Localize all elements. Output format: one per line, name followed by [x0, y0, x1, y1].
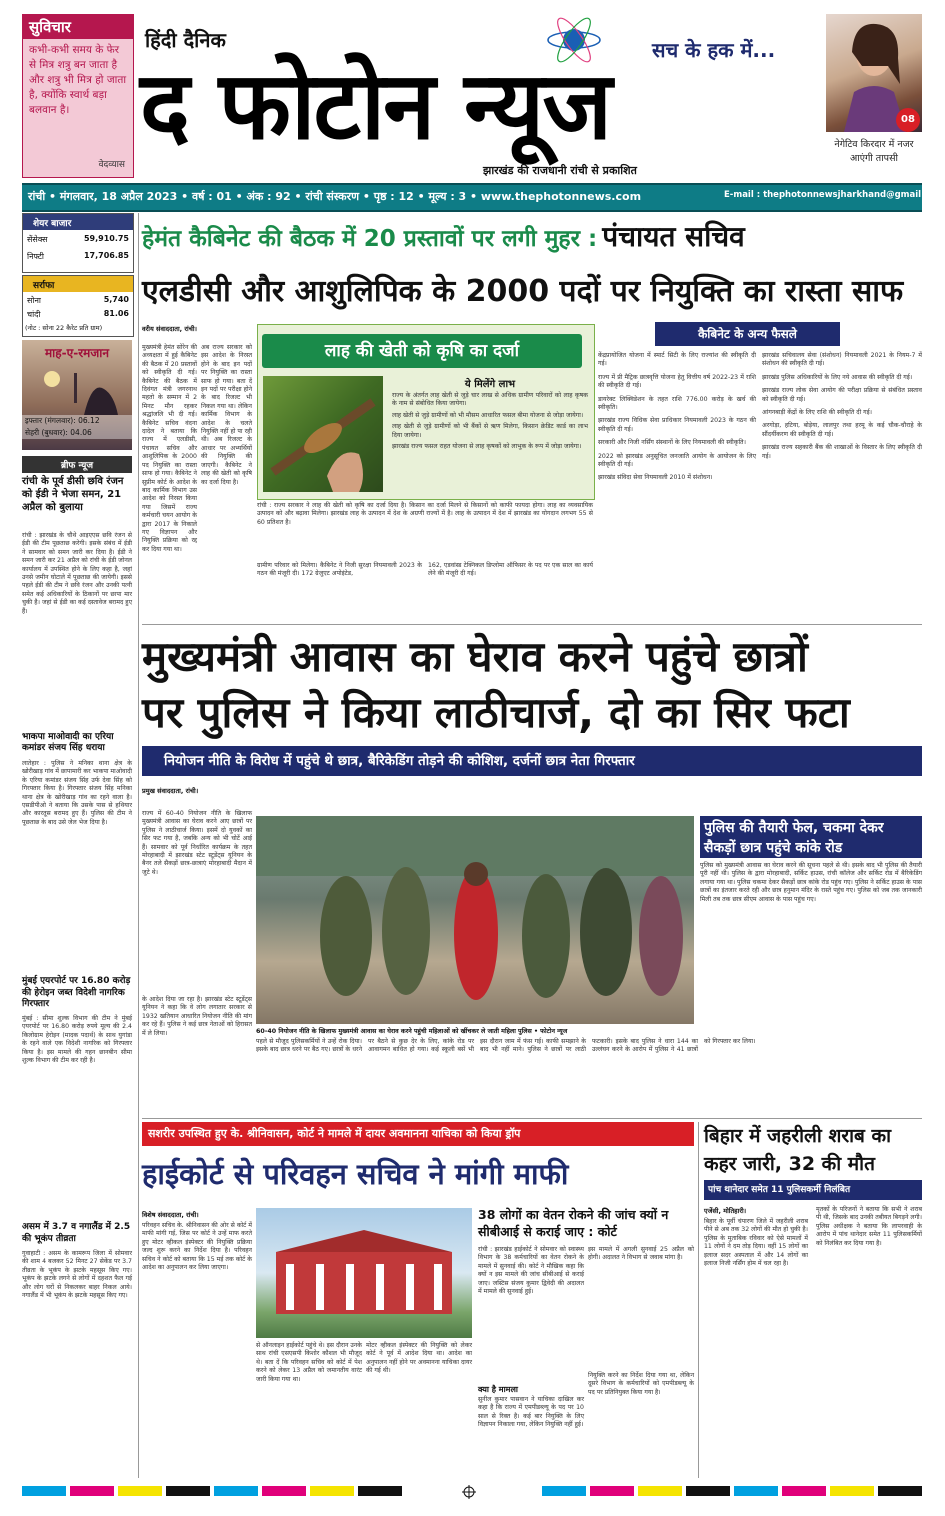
side-story-headline: पुलिस की तैयारी फेल, चकमा देकर सैकड़ों छात्र पहुंचे कांके रोड [700, 816, 922, 858]
lah-point-1: राज्य के अंतर्गत लाह खेती से जुड़े चार लाख से अधिक ग्रामीण परिवारों को लाह कृषक के नाम से संबोधित किया जायेगा। [392, 392, 588, 408]
cbi-text: रांची : झारखंड हाईकोर्ट ने सोमवार को स्वास्थ्य विभाग के 38 कर्मचारियों का वेतन रोकने के मामले में सुनवाई की। कोर्ट ने मौखिक कहा कि क्यों न इस मामले की जांच सीबीआई से कराई जाए। जस्टिस संजय कुमार द्विवेदी की अदालत में मामले की सुनवाई हुई। [478, 1246, 584, 1296]
cbi-small-text: सुनील कुमार पासवान ने याचिका दाखिल कर कहा है कि राज्य में एमपीडब्ल्यू के पद पर 10 साल से रिक्त है। कई बार नियुक्ति के लिए विज्ञापन निकाला गया, लेकिन नियुक्ति नहीं हुई। [478, 1396, 584, 1429]
brief1-text: रांची : झारखंड के चौथे आइएएस छवि रंजन से ईडी की टीम पूछताछ करेगी। इसके संबंध में ईडी ने सामवार को समन जारी कर दिया है। ईडी ने समन जारी कर 21 अप्रैल को रांची के ईडी जोनल कार्यालय में उपस्थित होने के लिए कहा है, जहां उनसे जमीन घोटाले में पूछताछ की जायेगी। इससे पहले ईडी की टीम ने छवि रंजन और उनकी पत्नी समेत कई अधिकारियों के ठिकानों पर छापा मार चुकी है। जहां से ईडी का कई दस्तावेज बरामद हुए हैं। [22, 532, 132, 615]
brief-news-title: ब्रीफ न्यूज [22, 456, 132, 473]
other-a-5: सरकारी और निजी नर्सिंग संस्थानों के लिए नियमावली की स्वीकृति। [598, 439, 746, 447]
market-label-sensex: सेंसेक्स [27, 235, 48, 244]
lead-headline-a: हेमंत कैबिनेट की बैठक में 20 प्रस्तावों पर लगी मुहर : [142, 226, 598, 252]
second-strap-bar [142, 746, 922, 776]
other-decisions-col-a [598, 352, 756, 620]
lah-title-bar [262, 334, 582, 368]
brief3-text: मुंबई : सीमा शुल्क विभाग की टीम ने मुंबई एयरपोर्ट पर 16.80 करोड़ रुपये मूल्य की 2.4 किलोग्राम हेरोइन (मादक पदार्थ) के साथ युगांडा के रहने वाले एक विदेशी नागरिक को गिरफ्तार किया है। इस मामले की गहन छानबीन सीमा शुल्क विभाग की टीम कर रही है। [22, 1015, 132, 1065]
hc-col1: परिवहन सचिव के. श्रीनिवासन की ओर से कोर्ट में माफी मांगी गई, जिस पर कोर्ट ने उन्हें माफ करते हुए मोटर व्हीकल इंस्पेक्टर की नियुक्ति प्रक्रिया जल्द शुरू करने का निर्देश दिया है। परिवहन सचिव ने कोर्ट को बताया कि 15 मई तक कोर्ट के आदेश का अनुपालन कर लिया जाएगा। [142, 1222, 252, 1272]
bihar-col1: बिहार के पूर्वी चंपारण जिले में जहरीली शराब पीने से अब तक 32 लोगों की मौत हो चुकी है। पुलिस के मुताबिक रविवार को ऐसे मामलों में 11 लोगों ने दम तोड़ दिया। वहीं 15 लोगों का इलाज सदर अस्पताल में और 14 लोगों का इलाज निजी नर्सिंग होम में चल रहा है। [704, 1218, 808, 1268]
other-a-7: झारखंड संविदा सेवा नियमावली 2010 में संशोधन। [598, 474, 713, 482]
lead-headline-b: पंचायत सचिव [602, 220, 745, 253]
lah-story: रांची : राज्य सरकार ने लाह की खेती को कृषि का दर्जा दिया है। किसान का दर्जा मिलने से किसानों को काफी फायदा होगा। लाह का व्यवसायिक उत्पादन को और बढ़ावा मिलेगा। झारखंड लाह के उत्पादन में देश के अग्रणी राज्यों में है। लाह के उत्पादन में देश में झारखंड का योगदान लगभग 55 से 60 प्रतिशत है। [257, 502, 593, 526]
dateline-text: रांची • मंगलवार, 18 अप्रैल 2023 • वर्ष : 01 • अंक : 92 • रांची संस्करण • पृष्ठ : 12 • मूल्य : 3 • www.thephotonnews.com [28, 190, 642, 203]
lead-headline-line1 [142, 215, 922, 259]
other-a-6: 2022 को झारखंड अनुसूचित जनजाति आयोग के आयोजन के लिए स्वीकृति दी गई। [598, 452, 756, 469]
tagline: सच के हक में... [652, 38, 776, 62]
brief2-headline: भाकपा माओवादी का एरिया कमांडर संजय सिंह धराया [22, 732, 114, 753]
lead-col4: 162, एडवांस्ड टेक्निकल डिप्लोमा ऑफिसर के पद पर एक साल का कार्य लेने की मंजूरी दी गई। [428, 562, 593, 578]
ramzan-box [22, 340, 132, 450]
hc-strap-bar [142, 1122, 694, 1146]
other-b-5: अरगोड़ा, हटिया, बोड़ेया, लालपुर तथा हरमू के कई चौक-चौराहे के सौंदर्यीकरण की स्वीकृति दी गई। [762, 422, 922, 438]
brief4-text: गुवाहाटी : असम के कामरूप जिला में सोमवार की शाम 4 बजकर 52 मिनट 27 सेकेंड पर 3.7 तीव्रता के भूकंप के झटके महसूस किए गए। भूकंप के झटके लगने से लोगों में दहशत फैल गई और लोग घरों से निकलकर बाहर निकल आये। नगालैंड में भी भूकंप के झटके महसूस किए गए। [22, 1250, 132, 1300]
hc-byline: विशेष संवाददाता, रांची। [142, 1211, 199, 1219]
ramzan-sehri: सेहरी (बुधवार): 04.06 [22, 427, 132, 439]
bihar-col2: मृतकों के परिजनों ने बताया कि सभी ने शराब पी थी, जिसके बाद उनकी तबीयत बिगड़ने लगी। पुलिस अधीक्षक ने बताया कि लापरवाही के आरोप में पांच थानेदार समेत 11 पुलिसकर्मियों को निलंबित कर दिया गया है। [816, 1206, 922, 1247]
dateline-email[interactable]: E-mail : thephotonnewsjharkhand@gmail.com [724, 190, 945, 200]
lah-title: लाह की खेती को कृषि का दर्जा [324, 341, 520, 361]
ramzan-iftar: इफ्तार (मंगलवार): 06.12 [22, 415, 132, 427]
brief2-text: लातेहार : पुलिस ने मनिका थाना क्षेत्र के खोरीखाड़ गांव में छापामारी कर भाकपा माओवादी के एरिया कमांडर संजय सिंह उर्फ देवा सिंह को गिरफ्तार किया है। गिरफ्तार संजय सिंह मनिका थाना क्षेत्र के खोरीखाड़ गांव का रहने वाला है। एसडीपीओ ने बताया कि उसके पास से हथियार और कारतूस बरामद हुए हैं। पुलिस की टीम ने पूछताछ के बाद उसे जेल भेज दिया है। [22, 760, 132, 826]
hindi-daily-label: हिंदी दैनिक [145, 28, 226, 52]
second-photo [256, 816, 694, 1024]
bullion-value-gold: 5,740 [103, 295, 129, 304]
promo-page-badge: 08 [896, 108, 920, 132]
cbi-small-text-2: नियुक्ति करने का निर्देश दिया गया था, लेकिन दूसरे विभाग के कर्मचारियों को एमपीडब्ल्यू के पद पर प्रतिनियुक्त किया गया है। [588, 1372, 694, 1396]
other-a-3: डायरेक्ट लिक्विडेशन के तहत राशि 776.00 करोड़ के खर्च की स्वीकृति। [598, 395, 756, 412]
other-b-6: झारखंड राज्य सहकारी बैंक की शाखाओं के विस्तार के लिए स्वीकृति दी गई। [762, 444, 922, 460]
lead-byline: वरीय संवाददाता, रांची। [142, 325, 198, 333]
market-label-nifty: निफ्टी [27, 252, 44, 261]
cbi-text-2: इस मामले में अगली सुनवाई 25 अप्रैल को होगी। अदालत ने विभाग से जवाब मांगा है। [588, 1246, 694, 1262]
second-photo-caption: 60-40 नियोजन नीति के खिलाफ मुख्यमंत्री आवास का घेराव करने पहुंची महिलाओं को खींचकर ले जाती महिला पुलिस • फोटोन न्यूज [256, 1028, 568, 1035]
brief4-headline: असम में 3.7 व नगालैंड में 2.5 की भूकंप तीव्रता [22, 1222, 131, 1244]
bullion-title: सर्राफा [23, 276, 133, 292]
other-b-4: आंगनबाड़ी केंद्रों के लिए राशि की स्वीकृति दी गई। [762, 409, 873, 417]
brief3-headline: मुंबई एयरपोर्ट पर 16.80 करोड़ की हेरोइन जब्त विदेशी नागरिक गिरफ्तार [22, 976, 131, 1009]
market-box [22, 213, 134, 273]
lah-point-2: लाह खेती से जुड़े ग्रामीणों को भी मौसम आधारित फसल बीमा योजना से जोड़ा जायेगा। [392, 411, 584, 419]
lah-photo [263, 376, 383, 492]
lead-col2: अब राज्य सरकार को इस आदेश के निरस्त होने के बाद इन पदों पर नियुक्ति का रास्ता साफ हो गया। बता दें इन पदों पर परीक्षा होने के बाद रिजल्ट भी निकल गया था। लेकिन कार्मिक विभाग के आदेश के चलते नियुक्ति नहीं हो पा रही थी। अब रिजल्ट के आधार पर अभ्यर्थियों की नियुक्ति की जाएगी। कैबिनेट ने लाह की खेती को कृषि का दर्जा दिया है। [201, 344, 252, 486]
market-title: शेयर बाजार [23, 214, 133, 230]
lead-bottom-rule [142, 624, 922, 625]
lah-point-3: लाह खेती से जुड़े ग्रामीणों को भी बैंकों से ऋण मिलेगा, किसान क्रेडिट कार्ड का लाभ दिया जायेगा। [392, 423, 588, 439]
suvichar-title: सुविचार [23, 15, 133, 39]
hc-strap: सशरीर उपस्थित हुए के. श्रीनिवासन, कोर्ट ने मामले में दायर अवमानना याचिका को किया ड्रॉप [148, 1127, 521, 1140]
bullion-note: (नोट : सोना 22 कैरेट प्रति ग्राम) [25, 324, 103, 332]
other-a-2: राज्य में प्री मैट्रिक छात्रवृत्ति योजना हेतु वित्तीय वर्ष 2022-23 में राशि की स्वीकृति दी गई। [598, 373, 756, 390]
hc-col3: मोटर व्हीकल इंस्पेक्टर की नियुक्ति को लेकर कोर्ट ने पूर्व में आदेश दिया था। आदेश का अनुपालन नहीं होने पर अवमानना याचिका दायर की गई थी। [366, 1342, 472, 1375]
second-headline-1: मुख्यमंत्री आवास का घेराव करने पहुंचे छात्रों [142, 632, 808, 681]
bullion-box [22, 275, 134, 337]
sidebar-divider [138, 213, 139, 1478]
masthead-subline: झारखंड की राजधानी रांची से प्रकाशित [483, 164, 637, 177]
other-a-4: झारखंड राज्य विधिक सेवा प्राधिकार नियमावली 2023 के गठन की स्वीकृति दी गई। [598, 417, 756, 433]
lead-col1: मुख्यमंत्री हेमंत सोरेन की अध्यक्षता में हुई कैबिनेट की बैठक में 20 प्रस्तावों को स्वीकृति दी गई। कैबिनेट की बैठक में दिवंगत मंत्री जगरनाथ महतो के सम्मान में 2 मिनट मौन रहकर श्रद्धांजलि भी दी गई। कैबिनेट सचिव वंदना दादेल ने बताया कि राज्य में एलडीसी, पंचायत सचिव और आशुलिपिक के 2000 पद नियुक्ति का रास्ता साफ हो गया। कैबिनेट ने सुप्रीम कोर्ट के आदेश के बाद कार्मिक विभाग उस आदेश को निरस्त किया गया जिसमें राज्य कर्मचारी चयन आयोग के द्वारा 2017 के निकाले गए विज्ञापन और नियुक्ति प्रक्रिया को रद्द कर दिया गया था। [142, 344, 197, 553]
bullion-value-silver: 81.06 [103, 309, 129, 318]
market-value-sensex: 59,910.75 [83, 234, 129, 243]
bullion-label-silver: चांदी [27, 310, 41, 319]
lah-point-4: झारखंड राज्य फसल राहत योजना से लाह कृषकों को लाभुक के रूप में जोड़ा जायेगा। [392, 443, 582, 451]
promo-box[interactable] [826, 14, 922, 180]
second-byline: प्रमुख संवाददाता, रांची। [142, 787, 199, 795]
bihar-strap: पांच थानेदार समेत 11 पुलिसकर्मी निलंबित [708, 1185, 851, 1195]
other-b-1: झारखंड सचिवालय सेवा (संशोधन) नियमावली 2021 के नियम-7 में संशोधन की स्वीकृति दी गई। [762, 352, 922, 368]
lah-subtitle: ये मिलेंगे लाभ [464, 379, 516, 390]
suvichar-author: वेदव्यास [98, 160, 125, 170]
second-col2: के आदेश दिया जा रहा है। झारखंड स्टेट स्टूडेंट्स यूनियन ने कहा कि वे लोग लगातार सरकार से 1932 खतियान आधारित नियोजन नीति की मांग कर रहे हैं। पुलिस ने कई छात्र नेताओं को हिरासत में ले लिया। [142, 996, 252, 1037]
other-b-2: झारखंड पुलिस अधिकारियों के लिए नये आवास की स्वीकृति दी गई। [762, 373, 913, 381]
masthead-title: द फोटोन न्यूज [140, 52, 611, 161]
other-decisions-col-b [762, 352, 922, 620]
lah-points [392, 392, 588, 496]
cbi-small-head: क्या है मामला [478, 1385, 518, 1394]
other-decisions-title: कैबिनेट के अन्य फैसले [698, 327, 797, 341]
second-strap: नियोजन नीति के विरोध में पहुंचे थे छात्र, बैरिकेडिंग तोड़ने की कोशिश, दर्जनों छात्र नेता गिरफ्तार [164, 753, 635, 769]
bihar-byline: एजेंसी, मोतिहारी। [704, 1207, 747, 1215]
registration-mark-icon [462, 1484, 476, 1498]
brief1-headline: रांची के पूर्व डीसी छवि रंजन को ईडी ने भेजा समन, 21 अप्रैल को बुलाया [22, 476, 124, 513]
other-a-1: केंद्रप्रायोजित योजना में स्मार्ट सिटी के लिए राज्यांश की स्वीकृति दी गई। [598, 352, 756, 368]
bullion-label-gold: सोना [27, 296, 41, 305]
second-bottom-rule [142, 1118, 922, 1119]
hc-photo [256, 1208, 472, 1338]
other-decisions-title-bar [655, 322, 840, 346]
second-col1: राज्य में 60-40 नियोजन नीति के खिलाफ मुख्यमंत्री आवास का घेराव करने आए छात्रों पर पुलिस ने लाठीचार्ज किया। इसमें दो युवकों का सिर फट गया है, जबकि अन्य को भी चोटें आई हैं। सामवार को पूर्व निर्धारित कार्यक्रम के तहत मोरहाबादी में झारखंड स्टेट स्टूडेंट्स यूनियन के बैनर तले सैकड़ों छात्र-छात्राएं मोरहाबादी मैदान में जुटे थे। [142, 810, 252, 876]
promo-caption: नेगेटिव किरदार में नजर आएंगी तापसी [834, 139, 914, 164]
lead-col3: ग्रामीण परिवार को मिलेगा। कैबिनेट ने निजी सुरक्षा नियमावली 2023 के गठन की मंजूरी दी। 172 ग्रेजुएट अपोइंटेड, [257, 562, 422, 578]
cbi-headline: 38 लोगों का वेतन रोकने की जांच क्यों न सीबीआई से कराई जाए : कोर्ट [478, 1207, 669, 1239]
hc-headline: हाईकोर्ट से परिवहन सचिव ने मांगी माफी [142, 1157, 569, 1191]
market-value-nifty: 17,706.85 [83, 251, 129, 260]
ramzan-title: माह-ए-रमजान [44, 346, 109, 360]
dateline-bar [22, 183, 945, 212]
side-story-text: पुलिस को मुख्यमंत्री आवास का घेराव करने की सूचना पहले से थी। इसके बाद भी पुलिस की तैयारी पूरी नहीं थी। पुलिस के द्वारा मोरहाबादी, सर्किट हाउस, रांची कॉलेज और सर्किट रोड में बैरिकेडिंग लगाया गया था। पुलिस चकमा देकर सैकड़ों छात्र कांके रोड पहुंच गए। पुलिस ने सर्किट हाउस के पास छात्रों का इंतजार करते रही और छात्र हनुमान मंदिर के रास्ते पहुंच गए। पुलिस को जब तक जानकारी मिली तब तक छात्र सीएम आवास के पास पहुंच गए। [700, 862, 922, 903]
hc-col2: से ऑनलाइन हाईकोर्ट पहुंचे थे। इस दौरान उनके साथ रांची एसएसपी किशोर कौशल भी मौजूद थे। बता दें कि परिवहन सचिव को कोर्ट में पेश करने को लेकर 13 अप्रैल को जमानतीय वारंट जारी किया गया था। [256, 1342, 362, 1383]
suvichar-box [22, 14, 134, 178]
second-bottom-strip: पहले से मौजूद पुलिसकर्मियों ने उन्हें रोक दिया। इसके बाद छात्र धरने पर बैठ गए। छात्रों के धरने पर बैठने से कुछ देर के लिए, कांके रोड पर आवागमन बाधित हो गया। कई स्कूली बसें भी इस दौरान जाम में फंस गई। काफी समझाने के बाद भी नहीं माने। पुलिस ने छात्रों पर लाठी फटकारी। इसके बाद पुलिस ने धारा 144 का उल्लंघन करने के आरोप में पुलिस ने 41 छात्रों को गिरफ्तार कर लिया। [256, 1038, 756, 1054]
suvichar-text: कभी-कभी समय के फेर से मित्र शत्रु बन जाता है और शत्रु भी मित्र हो जाता है, क्योंकि स्वार्थ बड़ा बलवान है। [29, 44, 127, 116]
bihar-strap-bar [704, 1180, 922, 1200]
bihar-headline: बिहार में जहरीली शराब का कहर जारी, 32 की मौत [704, 1125, 892, 1175]
bihar-divider [698, 1122, 699, 1478]
lead-headline-line2: एलडीसी और आशुलिपिक के 2000 पदों पर नियुक्ति का रास्ता साफ [142, 274, 904, 309]
other-b-3: झारखंड राज्य लोक सेवा आयोग की परीक्षा प्रक्रिया से संबंधित प्रस्ताव को स्वीकृति दी गई। [762, 387, 922, 403]
second-headline-2: पर पुलिस ने किया लाठीचार्ज, दो का सिर फटा [142, 688, 850, 737]
